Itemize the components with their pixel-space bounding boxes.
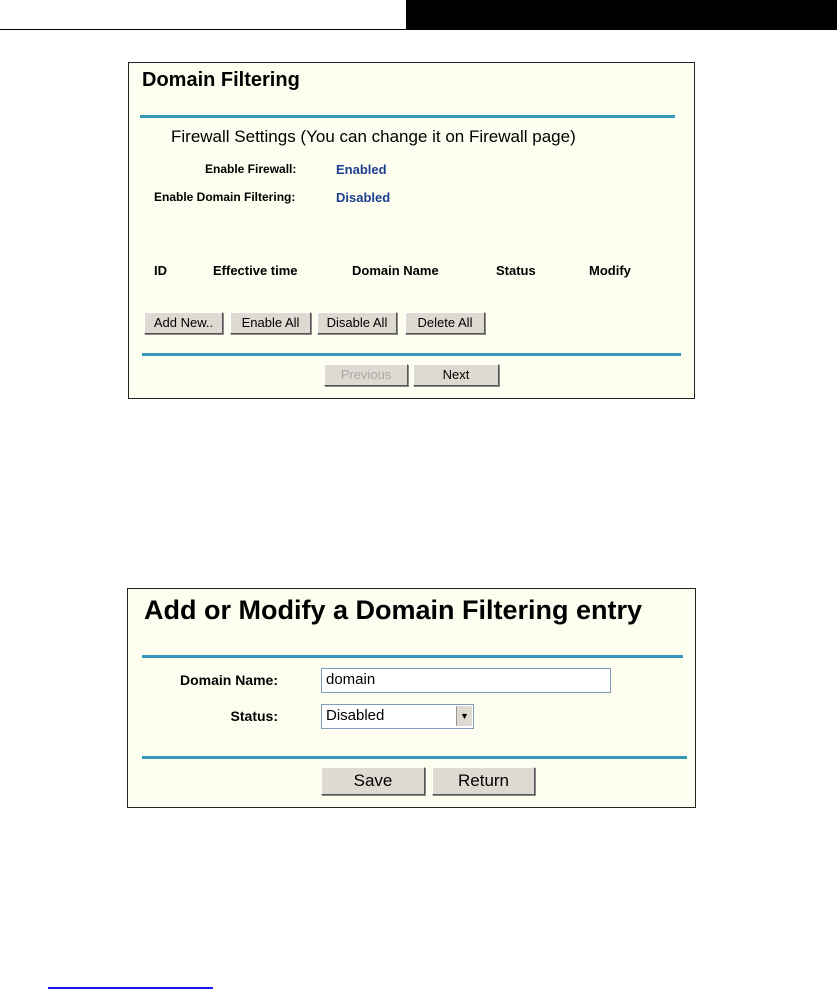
- add-modify-domain-filter-panel: [127, 588, 696, 808]
- delete-all-button[interactable]: Delete All: [405, 312, 485, 334]
- previous-button[interactable]: Previous: [324, 364, 408, 386]
- enable-all-button[interactable]: Enable All: [230, 312, 311, 334]
- domain-filtering-panel: [128, 62, 695, 399]
- add-new-button[interactable]: Add New..: [144, 312, 223, 334]
- enable-firewall-label: Enable Firewall:: [205, 162, 297, 176]
- form-title-divider: [142, 655, 683, 658]
- page-title: Domain Filtering: [142, 69, 300, 91]
- save-button[interactable]: Save: [321, 767, 425, 795]
- enable-domain-filtering-label: Enable Domain Filtering:: [154, 190, 296, 204]
- domain-name-input[interactable]: domain: [321, 668, 611, 693]
- form-footer-divider: [142, 756, 687, 759]
- status-select[interactable]: [321, 704, 474, 729]
- disable-all-button[interactable]: Disable All: [317, 312, 397, 334]
- column-domain-name: Domain Name: [352, 263, 439, 278]
- domain-name-label: Domain Name:: [179, 672, 278, 688]
- status-select-value: Disabled: [326, 707, 385, 724]
- enable-domain-filtering-value: Disabled: [336, 190, 391, 205]
- return-button[interactable]: Return: [432, 767, 535, 795]
- column-effective-time: Effective time: [213, 263, 298, 278]
- column-status: Status: [496, 263, 536, 278]
- firewall-settings-heading: Firewall Settings (You can change it on Firewall page): [171, 127, 576, 146]
- header-bar: [406, 0, 837, 29]
- header-rule: [0, 29, 837, 30]
- chevron-down-icon[interactable]: ▼: [456, 706, 472, 726]
- status-label: Status:: [230, 708, 278, 724]
- column-id: ID: [154, 263, 167, 278]
- next-button[interactable]: Next: [413, 364, 499, 386]
- enable-firewall-value: Enabled: [336, 162, 387, 177]
- column-modify: Modify: [589, 263, 631, 278]
- link-underline: [48, 987, 213, 989]
- footer-divider: [142, 353, 681, 356]
- form-title: Add or Modify a Domain Filtering entry: [144, 595, 643, 625]
- title-divider: [140, 115, 675, 118]
